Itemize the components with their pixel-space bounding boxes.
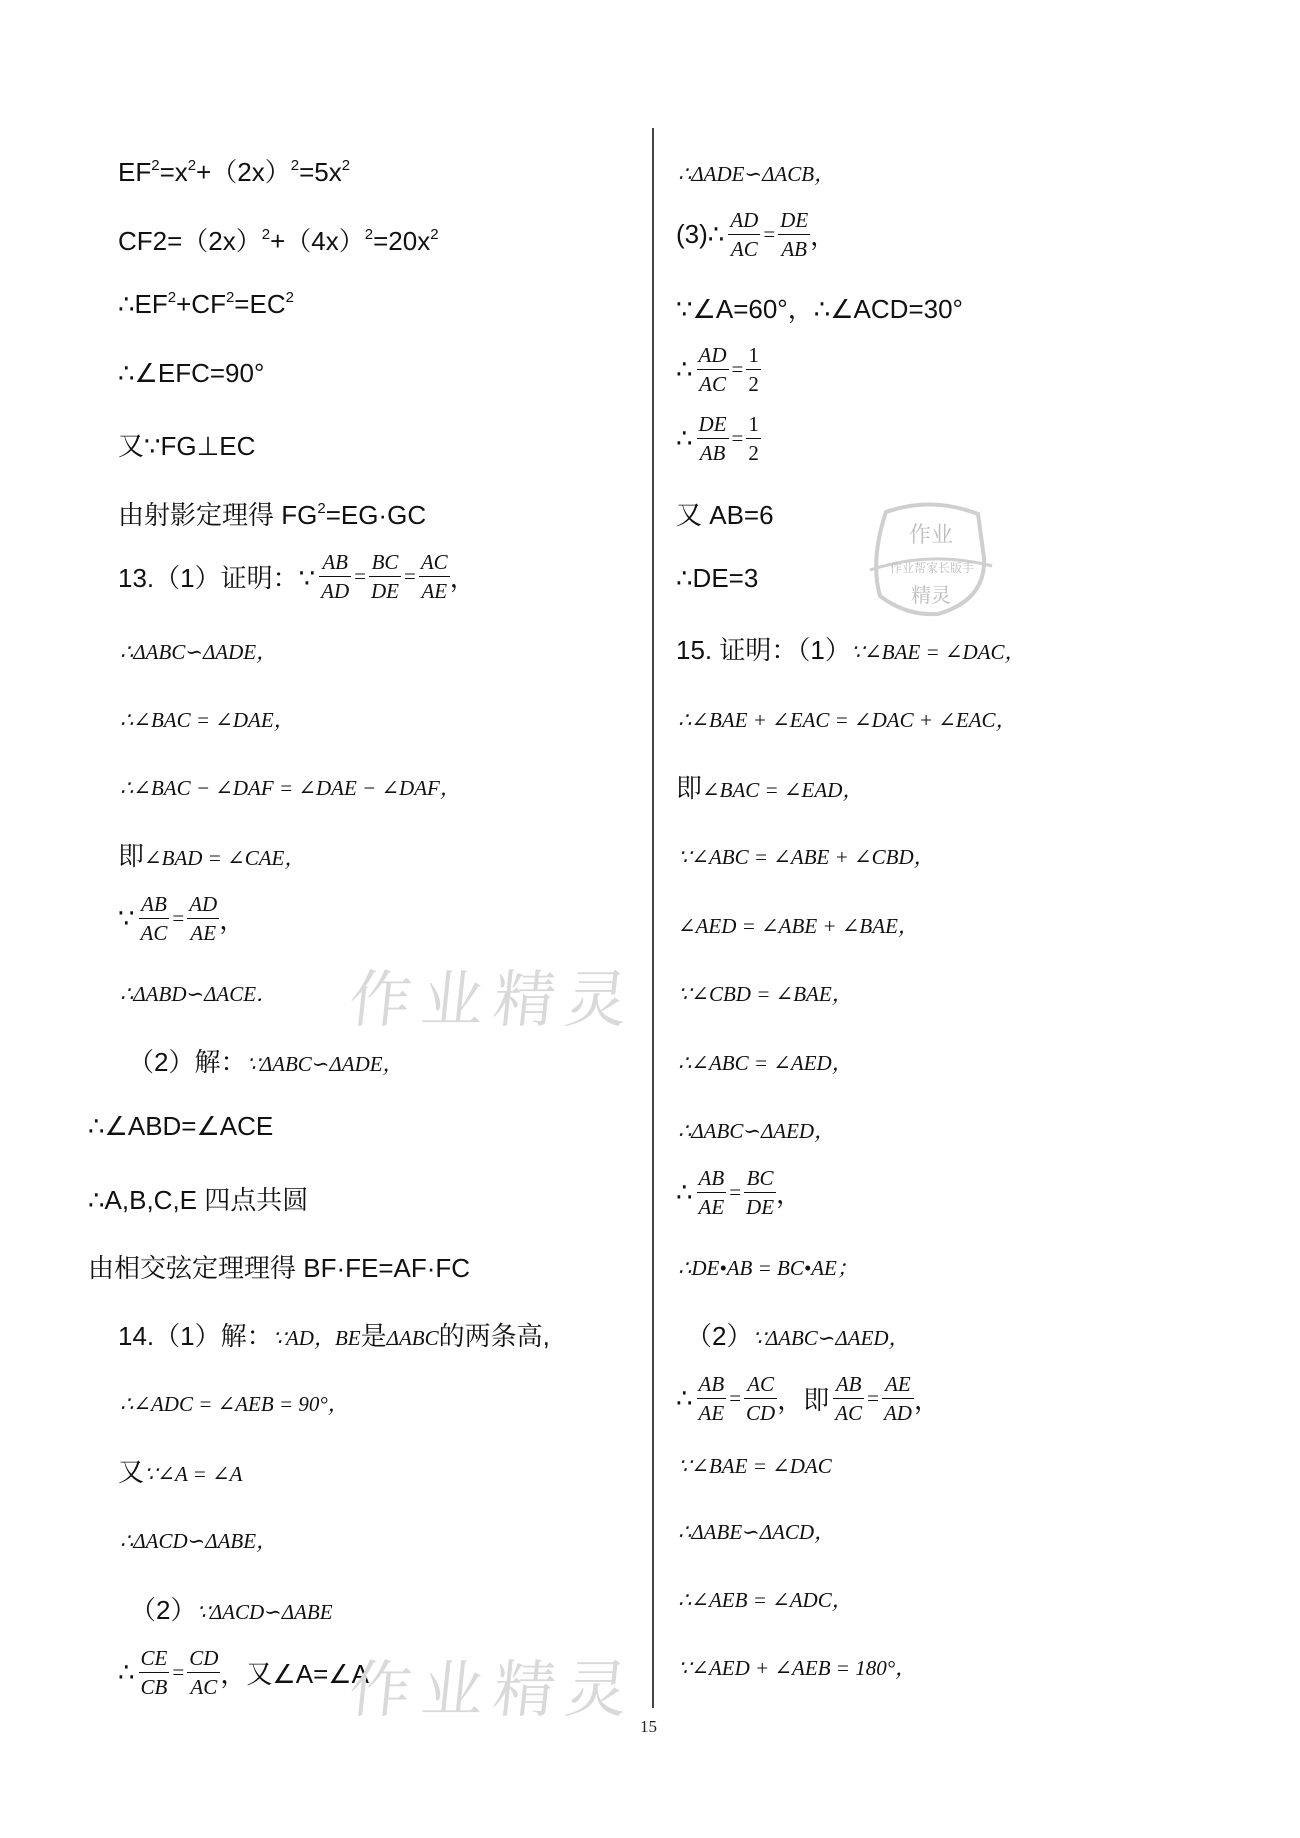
fraction-ac-ae: $\frac{AC}{AE}$ (420, 550, 448, 603)
line-q13-part2: （2）解：∵ΔABC∽ΔADE， (128, 1047, 404, 1077)
fraction-ab-ad: $\frac{AB}{AD}$ (321, 550, 350, 603)
line-similar-ade-acb: ∴ΔADE∽ΔACB， (678, 162, 836, 186)
line-ratio-ab-ac: ∵ $\frac{AB}{AC}$ = $\frac{AD}{AE}$ ， (118, 892, 246, 945)
line-fg-perp-ec: 又∵FG⊥EC (118, 431, 256, 461)
line-angle-sum: ∴∠BAE + ∠EAC = ∠DAC + ∠EAC， (678, 708, 1017, 732)
line-similar-acd-abe: ∴ΔACD∽ΔABE， (120, 1529, 278, 1553)
line-angle-abd-ace: ∴∠ABD=∠ACE (88, 1111, 274, 1141)
line-ab-equals-6: 又 AB=6 (676, 500, 774, 530)
stamp-top-text: 作业 (908, 523, 954, 548)
page-number: 15 (640, 1717, 657, 1736)
fraction-ab-ae: $\frac{AB}{AE}$ (698, 1372, 725, 1425)
line-product-equality: ∴DE•AB = BC•AE； (678, 1256, 858, 1280)
fraction-one-half: $\frac{1}{2}$ (748, 343, 759, 396)
column-divider (652, 128, 654, 1708)
line-angle-bac-dae: ∴∠BAC = ∠DAE， (120, 708, 295, 732)
line-ratio-ce-cb: ∴ $\frac{CE}{CB}$ = $\frac{CD}{AC}$ ，又∠A=∠A (118, 1646, 369, 1699)
fraction-ab-ac: $\frac{AB}{AC}$ (835, 1372, 863, 1425)
line-q14-part2: （2）∵ΔACD∽ΔABE (130, 1595, 333, 1625)
watermark-text: 作业精灵 (345, 1653, 642, 1726)
watermark-text: 作业精灵 (345, 963, 642, 1036)
line-common-angle: 又∵∠A = ∠A (118, 1457, 243, 1487)
line-angle-bae-dac: ∵∠BAE = ∠DAC (678, 1454, 832, 1478)
fraction-bc-de: $\frac{BC}{DE}$ (746, 1166, 775, 1219)
line-de-equals-3: ∴DE=3 (676, 563, 759, 593)
line-angle-bad-cae: 即∠BAD = ∠CAE， (118, 841, 306, 871)
line-angle-aed-sum: ∠AED = ∠ABE + ∠BAE， (678, 914, 919, 938)
watermark-stamp (866, 500, 996, 620)
line-q14-part3-ratio: (3)∴ $\frac{AD}{AC}$ = $\frac{DE}{AB}$ ， (676, 208, 837, 261)
line-q15-part1: 15. 证明：（1）∵∠BAE = ∠DAC， (676, 635, 1026, 665)
line-ratio-ad-ac-half: ∴ $\frac{AD}{AC}$ = $\frac{1}{2}$ (676, 343, 759, 396)
line-angle-bac-ead: 即∠BAC = ∠EAD， (676, 773, 864, 803)
line-ef-squared: $EF^2=x^2+(2x)^2=5x^2$ (118, 157, 351, 187)
line-q15-part2: （2）∵ΔABC∽ΔAED， (686, 1321, 910, 1351)
line-projection-theorem: 由射影定理得 $FG^2=EG\cdot GC$ (118, 500, 427, 530)
fraction-cd-ac: $\frac{CD}{AC}$ (189, 1646, 219, 1699)
line-intersecting-chords: 由相交弦定理理得 BF·FE=AF·FC (88, 1253, 471, 1283)
line-angle-abc-sum: ∵∠ABC = ∠ABE + ∠CBD， (678, 845, 935, 869)
fraction-ad-ae: $\frac{AD}{AE}$ (189, 892, 218, 945)
fraction-ad-ac: $\frac{AD}{AC}$ (730, 208, 759, 261)
line-angle-efc: ∴∠EFC=90° (118, 358, 265, 388)
line-angle-aeb-adc: ∴∠AEB = ∠ADC， (678, 1588, 853, 1612)
fraction-ac-cd: $\frac{AC}{CD}$ (746, 1372, 776, 1425)
line-angle-60-30: ∵∠A=60°，∴∠ACD=30° (676, 294, 963, 324)
fraction-ab-ac: $\frac{AB}{AC}$ (140, 892, 168, 945)
line-concyclic: ∴A,B,C,E 四点共圆 (88, 1185, 309, 1215)
line-angle-subtraction: ∴∠BAC − ∠DAF = ∠DAE − ∠DAF， (120, 776, 461, 800)
line-ratio-ab-ae-ac-cd: ∴ $\frac{AB}{AE}$ = $\frac{AC}{CD}$ ，即 $\frac{AB}{AC}$ = $\frac{AE}{AD}$ ， (676, 1372, 940, 1425)
fraction-ab-ae: $\frac{AB}{AE}$ (698, 1166, 725, 1219)
fraction-one-half: $\frac{1}{2}$ (748, 412, 759, 465)
line-cf-squared: $CF2=(2x)^2+(4x)^2=20x^2$ (118, 226, 439, 256)
fraction-bc-de: $\frac{BC}{DE}$ (371, 550, 399, 603)
fraction-ce-cb: $\frac{CE}{CB}$ (140, 1646, 168, 1699)
line-similar-abd-ace: ∴ΔABD∽ΔACE． (120, 982, 278, 1006)
line-ratio-ab-ae: ∴ $\frac{AB}{AE}$ = $\frac{BC}{DE}$ ， (676, 1166, 803, 1219)
line-angle-cbd-bae: ∵∠CBD = ∠BAE， (678, 982, 853, 1006)
line-right-angles: ∴∠ADC = ∠AEB = 90°， (120, 1392, 349, 1416)
fraction-ae-ad: $\frac{AE}{AD}$ (883, 1372, 912, 1425)
line-supplementary-angles: ∵∠AED + ∠AEB = 180°， (678, 1656, 917, 1680)
stamp-mid-text: 作业帮家长版手 (889, 561, 975, 575)
line-angle-abc-aed: ∴∠ABC = ∠AED， (678, 1051, 853, 1075)
line-q13-proof-start: 13.（1）证明：∵ $\frac{AB}{AD}$ = $\frac{BC}{DE}$ = $\frac{AC}{AE}$ ， (118, 550, 476, 603)
line-similar-abc-ade: ∴ΔABC∽ΔADE， (120, 640, 278, 664)
stamp-bottom-text: 精灵 (911, 583, 951, 607)
line-similar-abe-acd: ∴ΔABE∽ΔACD， (678, 1520, 836, 1544)
line-ratio-de-ab-half: ∴ $\frac{DE}{AB}$ = $\frac{1}{2}$ (676, 412, 759, 465)
fraction-de-ab: $\frac{DE}{AB}$ (698, 412, 727, 465)
fraction-ad-ac: $\frac{AD}{AC}$ (698, 343, 727, 396)
fraction-de-ab: $\frac{DE}{AB}$ (780, 208, 809, 261)
line-similar-abc-aed: ∴ΔABC∽ΔAED， (678, 1119, 836, 1143)
line-q14-part1: 14.（1）解：∵AD，BE是ΔABC的两条高, (118, 1321, 550, 1351)
line-ef-cf-ec: $\therefore EF^2+CF^2=EC^2$ (118, 289, 294, 319)
